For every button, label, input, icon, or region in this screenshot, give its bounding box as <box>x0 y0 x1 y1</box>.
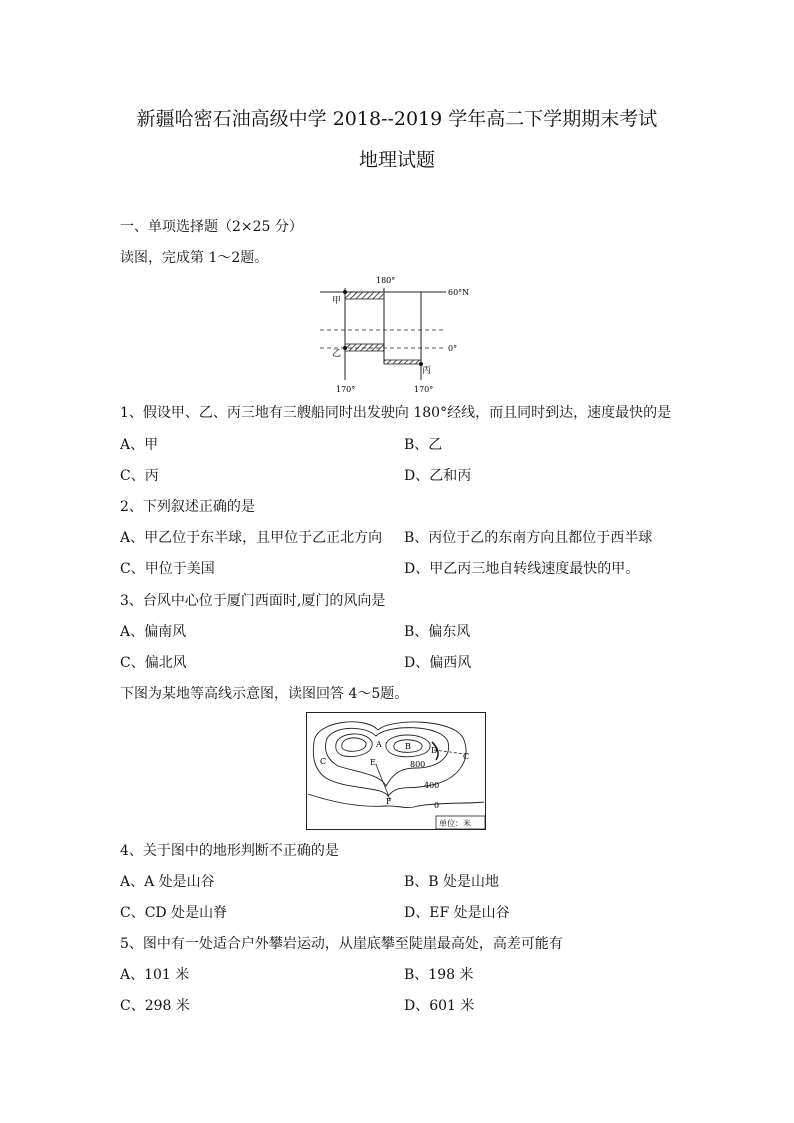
label-a: A <box>376 740 382 749</box>
label-b: B <box>405 742 411 751</box>
q2-option-c: C、甲位于美国 <box>120 561 215 577</box>
unit-label: 单位：米 <box>439 819 471 828</box>
q4-option-d: D、EF 处是山谷 <box>404 905 510 921</box>
question-4-stem: 4、关于图中的地形判断不正确的是 <box>120 843 339 859</box>
label-400: 400 <box>424 781 440 790</box>
page-subtitle: 地理试题 <box>358 149 435 171</box>
q5-option-d: D、601 米 <box>404 998 475 1014</box>
label-jia: 甲 <box>332 296 342 306</box>
label-c-left: C <box>320 757 327 766</box>
label-170-left: 170° <box>336 385 356 394</box>
q3-option-b: B、偏东风 <box>404 624 471 640</box>
label-60n: 60°N <box>448 288 470 297</box>
label-d: D <box>431 746 438 755</box>
q4-option-a: A、A 处是山谷 <box>120 874 215 890</box>
point-yi <box>343 346 347 350</box>
q5-option-b: B、198 米 <box>404 967 474 983</box>
q2-option-d: D、甲乙丙三地自转线速度最快的甲。 <box>404 561 640 577</box>
label-0: 0° <box>448 344 458 353</box>
q3-option-a: A、偏南风 <box>120 624 187 640</box>
q1-option-c: C、丙 <box>120 468 159 484</box>
intro-q1-2: 读图，完成第 1～2题。 <box>120 250 269 266</box>
q1-option-a: A、甲 <box>120 437 159 453</box>
hatch-bing <box>384 360 421 364</box>
question-3-stem: 3、台风中心位于厦门西面时,厦门的风向是 <box>120 593 386 609</box>
q4-option-c: C、CD 处是山脊 <box>120 905 228 921</box>
label-0: 0 <box>434 801 440 810</box>
q4-option-b: B、B 处是山地 <box>404 874 500 890</box>
q2-option-a: A、甲乙位于东半球，且甲位于乙正北方向 <box>120 530 383 546</box>
question-1-stem: 1、假设甲、乙、丙三地有三艘船同时出发驶向 180°经线，而且同时到达，速度最快的是 <box>120 405 672 421</box>
label-yi: 乙 <box>332 349 342 359</box>
contour-map <box>306 712 486 830</box>
q1-option-d: D、乙和丙 <box>404 468 472 484</box>
label-f: F <box>386 797 392 806</box>
intro-q4-5: 下图为某地等高线示意图，读图回答 4～5题。 <box>120 686 409 702</box>
question-2-stem: 2、下列叙述正确的是 <box>120 499 255 515</box>
q3-option-d: D、偏西风 <box>404 655 472 671</box>
page-title: 新疆哈密石油高级中学 2018--2019 学年高二下学期期末考试 <box>136 108 658 130</box>
point-jia <box>343 290 347 294</box>
hatch-yi <box>345 344 384 351</box>
q1-option-b: B、乙 <box>404 437 443 453</box>
section-heading: 一、单项选择题（2×25 分） <box>120 219 303 235</box>
label-170-right: 170° <box>414 385 434 394</box>
hatch-jia <box>345 292 384 299</box>
q3-option-c: C、偏北风 <box>120 655 187 671</box>
q5-option-c: C、298 米 <box>120 998 190 1014</box>
question-5-stem: 5、图中有一处适合户外攀岩运动，从崖底攀至陡崖最高处，高差可能有 <box>120 936 563 952</box>
longitude-diagram <box>320 272 472 396</box>
q5-option-a: A、101 米 <box>120 967 190 983</box>
label-800: 800 <box>410 760 426 769</box>
q2-option-b: B、丙位于乙的东南方向且都位于西半球 <box>404 530 653 546</box>
label-180: 180° <box>376 276 396 285</box>
label-bing: 丙 <box>422 366 432 376</box>
label-e: E <box>370 758 376 767</box>
label-c-right: C <box>463 752 470 761</box>
